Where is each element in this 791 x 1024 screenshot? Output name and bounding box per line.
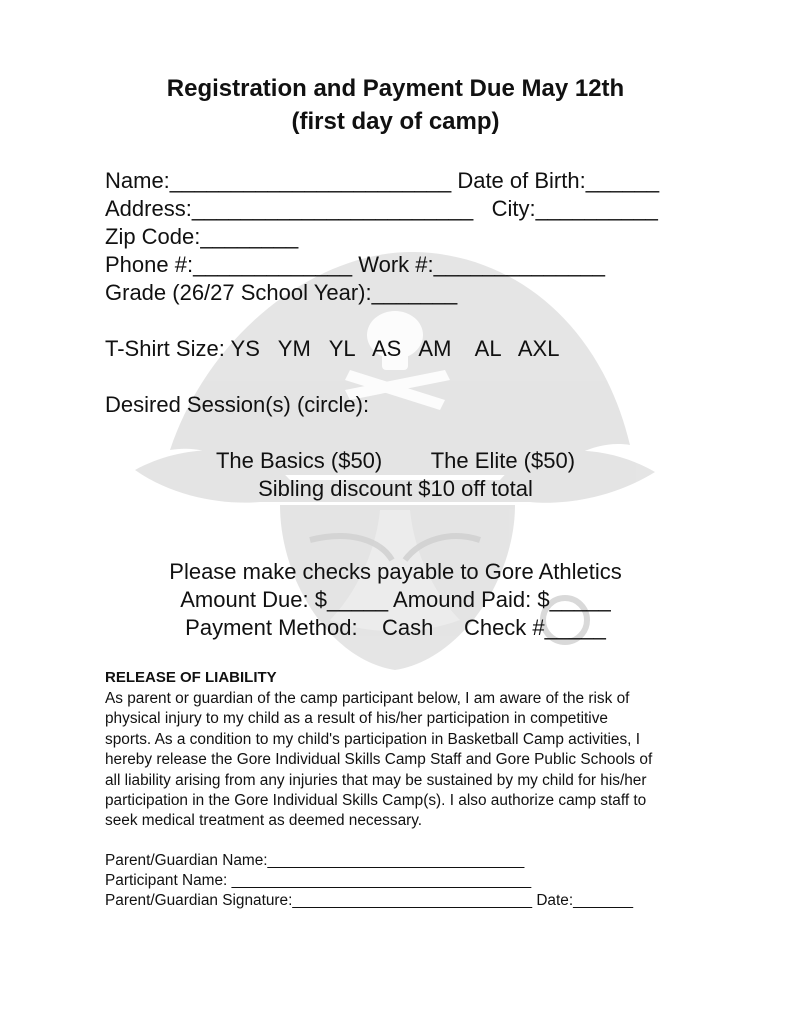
release-text: As parent or guardian of the camp participant below, I am aware of the risk of physical injury to my child as a result of his/her participation in competitive sports. As a condition to my child's participation in Basketball Camp activities, I hereby release the Gore Individual Skills Camp Staff and Gore Public Schools of all liability arising from any injuries that may be sustained by my child for his/her participation in the Gore Individual Skills Camp(s). I also authorize camp staff to seek medical treatment as deemed necessary. [105,690,653,830]
guardian-name-field[interactable]: Parent/Guardian Name:______________________________ [105,852,525,869]
session-options[interactable]: The Basics ($50) The Elite ($50) [215,448,576,473]
zip-code-field[interactable]: Zip Code:________ [105,224,299,249]
payment-method-field[interactable]: Payment Method: Cash Check #_____ [185,615,606,640]
guardian-signature-field[interactable]: Parent/Guardian Signature:____________________________ Date:_______ [105,892,634,909]
desired-session-label: Desired Session(s) (circle): [105,392,370,417]
amount-due-paid-field[interactable]: Amount Due: $_____ Amound Paid: $_____ [180,587,611,612]
participant-name-field[interactable]: Participant Name: ___________________________________ [105,872,532,889]
tshirt-size-options[interactable]: T-Shirt Size: YS YM YL AS AM AL AXL [105,336,560,361]
grade-field[interactable]: Grade (26/27 School Year):_______ [105,280,458,305]
release-heading: RELEASE OF LIABILITY [105,669,277,686]
address-city-field[interactable]: Address:_______________________ City:__________ [105,196,658,221]
name-dob-field[interactable]: Name:_______________________ Date of Birth:______ [105,168,660,193]
page-subtitle: (first day of camp) [291,108,500,135]
sibling-discount: Sibling discount $10 off total [258,476,533,501]
page-title: Registration and Payment Due May 12th [166,75,625,102]
checks-payable-note: Please make checks payable to Gore Athletics [169,559,622,584]
phone-work-field[interactable]: Phone #:_____________ Work #:______________ [105,252,605,277]
